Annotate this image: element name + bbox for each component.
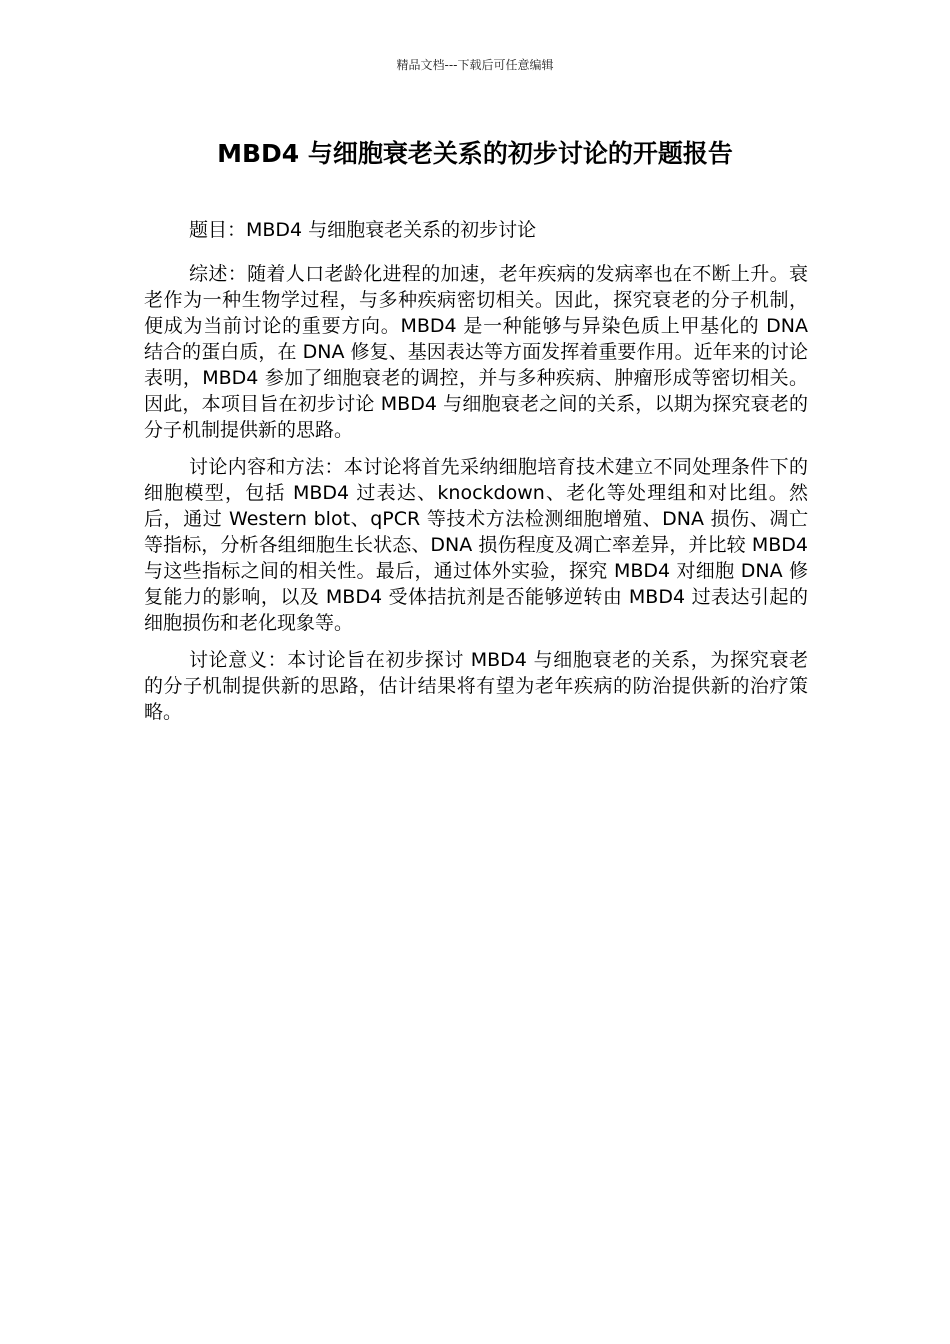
document-body — [144, 217, 808, 736]
methods-paragraph: 讨论内容和方法：本讨论将首先采纳细胞培育技术建立不同处理条件下的细胞模型，包括 MBD4 过表达、knockdown、老化等处理组和对比组。然后，通过 Western blot、qPCR 等技术方法检测细胞增殖、DNA 损伤、凋亡等指标，分析各组细胞生长状态、DNA 损伤程度及凋亡率差异，并比较 MBD4 与这些指标之间的相关性。最后，通过体外实验，探究 MBD4 对细胞 DNA 修复能力的影响，以及 MBD4 受体拮抗剂是否能够逆转由 MBD4 过表达引起的细胞损伤和老化现象等。 — [144, 456, 808, 634]
document-title: MBD4 与细胞衰老关系的初步讨论的开题报告 — [217, 139, 733, 168]
page-header-note: 精品文档---下载后可任意编辑 — [396, 58, 554, 72]
overview-paragraph: 综述：随着人口老龄化进程的加速，老年疾病的发病率也在不断上升。衰老作为一种生物学过程，与多种疾病密切相关。因此，探究衰老的分子机制，便成为当前讨论的重要方向。MBD4 是一种能够与异染色质上甲基化的 DNA 结合的蛋白质，在 DNA 修复、基因表达等方面发挥着重要作用。近年来的讨论表明，MBD4 参加了细胞衰老的调控，并与多种疾病、肿瘤形成等密切相关。因此，本项目旨在初步讨论 MBD4 与细胞衰老之间的关系，以期为探究衰老的分子机制提供新的思路。 — [144, 263, 808, 441]
topic-paragraph: 题目：MBD4 与细胞衰老关系的初步讨论 — [189, 219, 537, 241]
significance-paragraph: 讨论意义：本讨论旨在初步探讨 MBD4 与细胞衰老的关系，为探究衰老的分子机制提供新的思路，估计结果将有望为老年疾病的防治提供新的治疗策略。 — [144, 649, 808, 723]
